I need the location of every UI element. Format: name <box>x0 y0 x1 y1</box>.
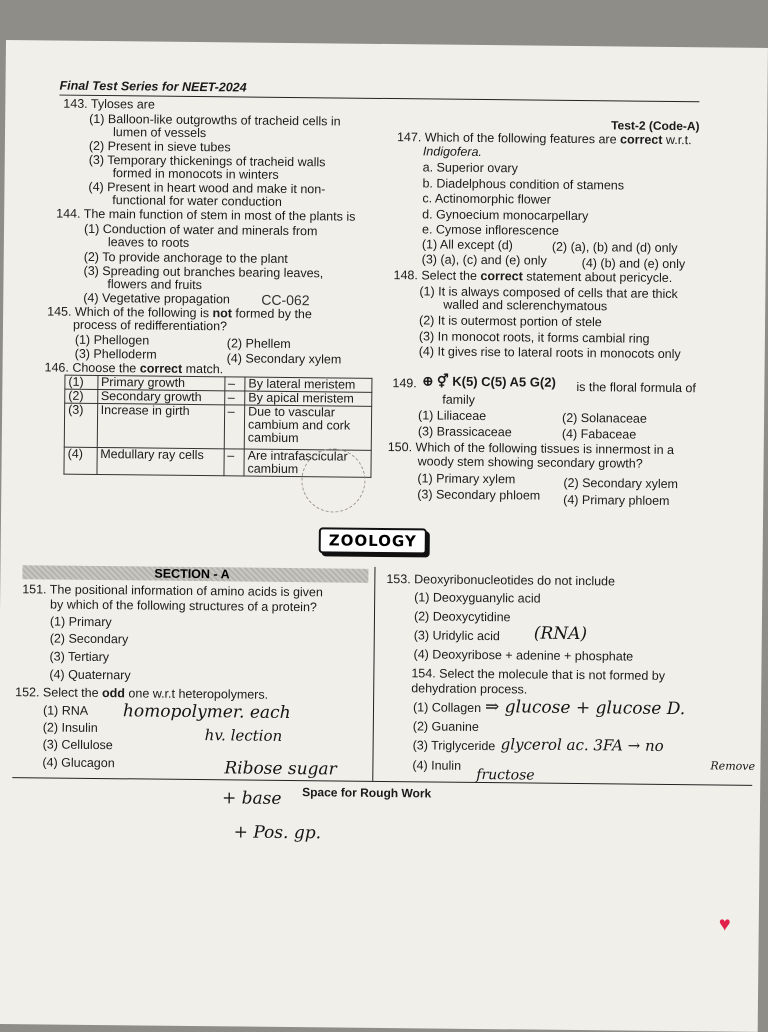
q151-stem-cont: by which of the following structures of a protein? <box>50 597 317 615</box>
q151-option-4: (4) Quaternary <box>49 667 131 683</box>
handwritten-note: hv. lection <box>204 726 283 745</box>
q147-option-1: (1) All except (d) <box>421 237 513 253</box>
q147-stem: 147. Which of the following features are correct w.r.t. <box>396 130 692 148</box>
heart-icon: ♥ <box>718 913 731 936</box>
q144-option-3: (3) Spreading out branches bearing leaves, <box>83 263 324 281</box>
q152-option-3: (3) Cellulose <box>42 737 113 753</box>
q154-option-4: (4) Inulin <box>412 758 462 773</box>
footer-text: Space for Rough Work <box>302 785 432 801</box>
test-code: Test-2 (Code-A) <box>611 118 700 134</box>
q147-feature-d: d. Gynoecium monocarpellary <box>422 207 589 224</box>
handwritten-note: (RNA) <box>533 623 588 645</box>
column-left: Medullary ray cells <box>97 447 224 475</box>
header-rule <box>59 95 699 103</box>
footer-rule <box>12 777 752 786</box>
q149-stem: is the floral formula of <box>576 379 696 396</box>
q152-option-4: (4) Glucagon <box>42 755 115 771</box>
q154-stem-cont: dehydration process. <box>411 681 528 697</box>
watermark-code: CC-062 <box>261 291 310 309</box>
q150-stem: 150. Which of the following tissues is innermost in a <box>387 440 675 458</box>
q149-number: 149. <box>392 376 417 391</box>
handwritten-note: Ribose sugar <box>224 758 337 780</box>
q154-option-3: (3) Triglyceride <box>412 738 496 754</box>
q152-stem: 152. Select the odd one w.r.t heteropolymers. <box>15 685 269 702</box>
floral-formula: ⊕ ⚥ K(5) C(5) A5 G(2) <box>422 373 556 390</box>
q150-option-2: (2) Secondary xylem <box>563 475 679 492</box>
series-title: Final Test Series for NEET-2024 <box>59 78 247 95</box>
row-number: (1) <box>65 375 98 389</box>
q144-option-1: (1) Conduction of water and minerals from <box>83 221 318 239</box>
q151-option-2: (2) Secondary <box>49 631 129 647</box>
column-left: Secondary growth <box>97 389 224 404</box>
q147-feature-a: a. Superior ovary <box>422 160 518 176</box>
q145-stem: 145. Which of the following is not formed by the <box>47 304 312 322</box>
q145-option-3: (3) Phelloderm <box>74 346 157 362</box>
handwritten-note: homopolymer. each <box>122 701 291 724</box>
q150-option-3: (3) Secondary phloem <box>417 487 541 503</box>
handwritten-note: Remove <box>710 759 756 773</box>
q144-stem: 144. The main function of stem in most of the plants is <box>56 206 356 224</box>
q147-stem-cont: Indigofera. <box>422 144 483 159</box>
q147-option-4: (4) (b) and (e) only <box>581 256 686 272</box>
column-right: By lateral meristem <box>245 377 372 392</box>
q144-option-3-cont: flowers and fruits <box>107 277 203 293</box>
q147-feature-c: c. Actinomorphic flower <box>422 191 551 207</box>
q144-option-4: (4) Vegetative propagation <box>83 290 231 307</box>
q144-option-1-cont: leaves to roots <box>107 235 190 250</box>
q153-stem: 153. Deoxyribonucleotides do not include <box>386 572 616 589</box>
q145-option-4: (4) Secondary xylem <box>226 351 342 367</box>
q149-option-3: (3) Brassicaceae <box>417 424 512 440</box>
dash: – <box>224 377 245 391</box>
section-title: SECTION - A <box>154 566 230 582</box>
q153-option-1: (1) Deoxyguanylic acid <box>414 590 541 606</box>
q143-option-3: (3) Temporary thickenings of tracheid walls <box>88 152 326 170</box>
q144-option-2: (2) To provide anchorage to the plant <box>83 249 288 266</box>
row-number: (2) <box>65 389 98 403</box>
column-right: By apical meristem <box>245 391 372 406</box>
q152-option-2: (2) Insulin <box>42 720 98 735</box>
q145-option-1: (1) Phellogen <box>74 332 150 348</box>
q153-option-4: (4) Deoxyribose + adenine + phosphate <box>413 647 634 664</box>
q150-option-4: (4) Primary phloem <box>563 492 670 508</box>
handwritten-note: ⇒ glucose + glucose D. <box>484 697 686 720</box>
q154-option-1: (1) Collagen <box>412 700 482 716</box>
q154-option-2: (2) Guanine <box>412 719 479 734</box>
q143-option-1: (1) Balloon-like outgrowths of tracheid cells in <box>89 111 341 129</box>
q149-option-4: (4) Fabaceae <box>561 426 637 442</box>
table-row <box>64 403 371 450</box>
q151-stem: 151. The positional information of amino acids is given <box>22 582 323 600</box>
handwritten-note: + base <box>221 788 282 809</box>
q146-stem: 146. Choose the correct match. <box>44 360 224 377</box>
q149-option-1: (1) Liliaceae <box>418 408 487 424</box>
exam-sheet <box>0 40 768 1032</box>
row-number: (4) <box>64 447 97 474</box>
stamp-seal <box>301 448 366 513</box>
handwritten-note: fructose <box>476 766 535 784</box>
q147-option-3: (3) (a), (c) and (e) only <box>421 252 547 268</box>
q143-option-1-cont: lumen of vessels <box>112 125 207 141</box>
q147-option-2: (2) (a), (b) and (d) only <box>551 239 678 256</box>
column-right: Are intrafascicular cambium <box>244 449 371 477</box>
q147-feature-b: b. Diadelphous condition of stamens <box>422 176 625 193</box>
q151-option-1: (1) Primary <box>49 614 112 630</box>
q148-option-1-cont: walled and sclerenchymatous <box>443 297 608 314</box>
q149-stem-cont: family <box>442 392 475 407</box>
q145-option-2: (2) Phellem <box>226 336 291 351</box>
q145-stem-cont: process of redifferentiation? <box>72 317 228 334</box>
q143-option-3-cont: formed in monocots in winters <box>112 166 279 182</box>
q143-option-4-cont: functional for water conduction <box>112 193 282 209</box>
q148-option-4: (4) It gives rise to lateral roots in monocots only <box>418 344 681 362</box>
q153-option-2: (2) Deoxycytidine <box>413 609 511 625</box>
q143-stem: 143. Tyloses are <box>63 96 155 112</box>
handwritten-note: glycerol ac. 3FA → no <box>500 735 664 755</box>
row-number: (3) <box>64 403 97 447</box>
dash: – <box>224 391 245 405</box>
q151-option-3: (3) Tertiary <box>49 649 110 665</box>
q149-option-2: (2) Solanaceae <box>562 410 647 426</box>
q148-option-2: (2) It is outermost portion of stele <box>419 313 602 330</box>
q147-feature-e: e. Cymose inflorescence <box>421 222 559 238</box>
zoology-banner: ZOOLOGY <box>319 527 427 554</box>
dash: – <box>224 405 245 449</box>
dash: – <box>224 449 245 476</box>
q152-option-1: (1) RNA <box>42 703 89 718</box>
q143-option-4: (4) Present in heart wood and make it non- <box>88 179 326 197</box>
q148-stem: 148. Select the correct statement about pericycle. <box>393 268 673 285</box>
q153-option-3: (3) Uridylic acid <box>413 628 500 644</box>
q148-option-3: (3) In monocot roots, it forms cambial ring <box>418 329 650 346</box>
column-divider <box>372 567 375 781</box>
column-right: Due to vascular cambium and cork cambium <box>244 405 371 450</box>
column-left: Primary growth <box>97 375 224 390</box>
column-left: Increase in girth <box>97 403 224 448</box>
q154-stem: 154. Select the molecule that is not formed by <box>411 666 666 683</box>
q150-option-1: (1) Primary xylem <box>417 471 516 487</box>
handwritten-note: + Pos. gp. <box>233 822 322 844</box>
q148-option-1: (1) It is always composed of cells that are thick <box>419 284 678 302</box>
q150-stem-cont: woody stem showing secondary growth? <box>417 454 643 471</box>
q143-option-2: (2) Present in sieve tubes <box>88 138 231 155</box>
